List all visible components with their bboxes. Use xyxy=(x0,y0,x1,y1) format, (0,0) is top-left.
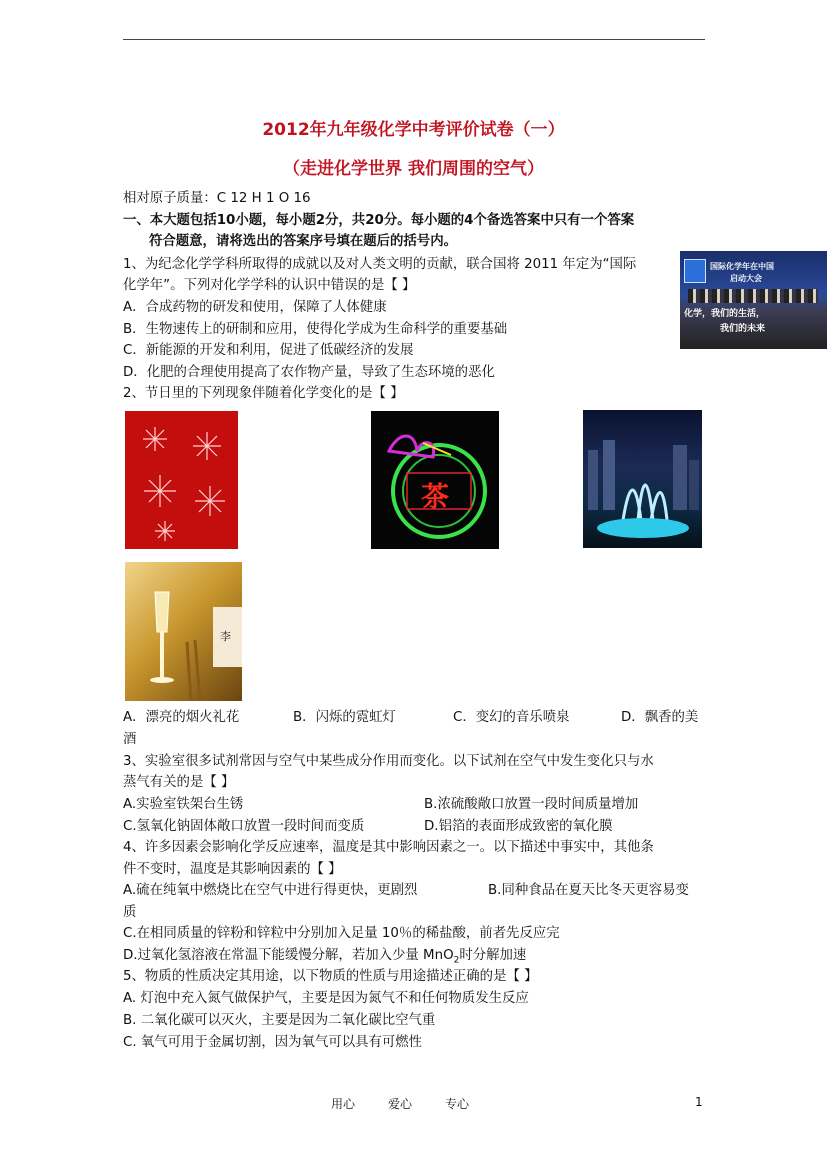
exam-subtitle: （走进化学世界 我们周围的空气） xyxy=(283,159,544,179)
page-number: 1 xyxy=(695,1095,703,1109)
q4-option-b-cont: 质 xyxy=(123,905,137,920)
q3-stem-cont: 蒸气有关的是【 】 xyxy=(123,775,235,790)
header-rule xyxy=(123,39,705,40)
q4-option-c: C.在相同质量的锌粉和锌粒中分别加入足量 10％的稀盐酸，前者先反应完 xyxy=(123,926,560,941)
q4-option-a: A.硫在纯氧中燃烧比在空气中进行得更快，更剧烈 xyxy=(123,883,418,898)
q5-option-b: B. 二氧化碳可以灭火，主要是因为二氧化碳比空气重 xyxy=(123,1013,436,1028)
q1-option-c: C．新能源的开发和利用，促进了低碳经济的发展 xyxy=(123,343,414,358)
footer-motto-2: 爱心 xyxy=(388,1097,413,1111)
q2-option-d-cont: 酒 xyxy=(123,732,137,747)
q4-option-b: B.同种食品在夏天比冬天更容易变 xyxy=(488,883,689,898)
section-heading-cont: 符合题意，请将选出的答案序号填在题后的括号内。 xyxy=(149,234,457,249)
q5-stem: 5、物质的性质决定其用途，以下物质的性质与用途描述正确的是【 】 xyxy=(123,969,538,984)
q5-option-a: A. 灯泡中充入氮气做保护气，主要是因为氮气不和任何物质发生反应 xyxy=(123,991,529,1006)
q4-option-d-text: D.过氧化氢溶液在常温下能缓慢分解，若加入少量 MnO xyxy=(123,948,454,963)
un-logo-icon xyxy=(684,259,706,283)
q2-option-c: C．变幻的音乐喷泉 xyxy=(453,710,570,725)
photo-banner-line1: 国际化学年在中国 xyxy=(710,262,774,271)
q2-stem: 2、节日里的下列现象伴随着化学变化的是【 】 xyxy=(123,386,404,401)
q4-stem: 4、许多因素会影响化学反应速率，温度是其中影响因素之一。以下描述中事实中，其他条 xyxy=(123,840,654,855)
q5-option-c: C. 氧气可用于金属切割，因为氧气可以具有可燃性 xyxy=(123,1035,423,1050)
q3-option-b: B.浓硫酸敞口放置一段时间质量增加 xyxy=(424,797,639,812)
q2-option-b: B．闪烁的霓虹灯 xyxy=(293,710,396,725)
section-heading: 一、本大题包括10小题，每小题2分，共20分。每小题的4个备选答案中只有一个答案 xyxy=(123,213,635,228)
exam-title: 2012年九年级化学中考评价试卷（一） xyxy=(262,120,565,140)
footer-motto-3: 专心 xyxy=(445,1097,470,1111)
footer-motto-1: 用心 xyxy=(331,1097,356,1111)
wine-card-text: 李 xyxy=(220,630,231,643)
q1-option-d: D．化肥的合理使用提高了农作物产量，导致了生态环境的恶化 xyxy=(123,365,495,380)
neon-tea-character: 茶 xyxy=(421,480,450,513)
neon-light-image xyxy=(371,411,499,549)
q3-option-c: C.氢氧化钠固体敞口放置一段时间而变质 xyxy=(123,819,365,834)
q4-option-d-subscript: 2 xyxy=(453,955,460,966)
music-fountain-image xyxy=(583,410,702,548)
q4-option-d-text-end: 时分解加速 xyxy=(459,948,527,963)
audience-row xyxy=(688,289,818,303)
fragrant-wine-image xyxy=(125,562,242,701)
chemistry-year-launch-photo xyxy=(680,251,827,349)
photo-banner-line2: 启动大会 xyxy=(730,274,762,283)
fireworks-icon xyxy=(125,411,238,549)
q1-option-a: A．合成药物的研发和使用，保障了人体健康 xyxy=(123,300,387,315)
q4-stem-cont: 件不变时，温度是其影响因素的【 】 xyxy=(123,862,342,877)
q2-option-d: D．飘香的美 xyxy=(621,710,699,725)
photo-slogan-line1: 化学，我们的生活， xyxy=(684,309,766,319)
q1-stem-cont: 化学年”。下列对化学学科的认识中错误的是【 】 xyxy=(123,278,416,293)
q3-stem: 3、实验室很多试剂常因与空气中某些成分作用而变化。以下试剂在空气中发生变化只与水 xyxy=(123,754,654,769)
q3-option-a: A.实验室铁架台生锈 xyxy=(123,797,244,812)
q1-stem: 1、为纪念化学学科所取得的成就以及对人类文明的贡献，联合国将 2011 年定为“国际 xyxy=(123,257,637,272)
atomic-masses: 相对原子质量：C 12 H 1 O 16 xyxy=(123,191,311,206)
fountain-icon xyxy=(583,410,702,548)
fireworks-image xyxy=(125,411,238,549)
q1-option-b: B．生物速传上的研制和应用，使得化学成为生命科学的重要基础 xyxy=(123,322,508,337)
q3-option-d: D.铝箔的表面形成致密的氧化膜 xyxy=(424,819,613,834)
q2-option-a: A．漂亮的烟火礼花 xyxy=(123,710,240,725)
photo-slogan-line2: 我们的未来 xyxy=(720,324,766,334)
